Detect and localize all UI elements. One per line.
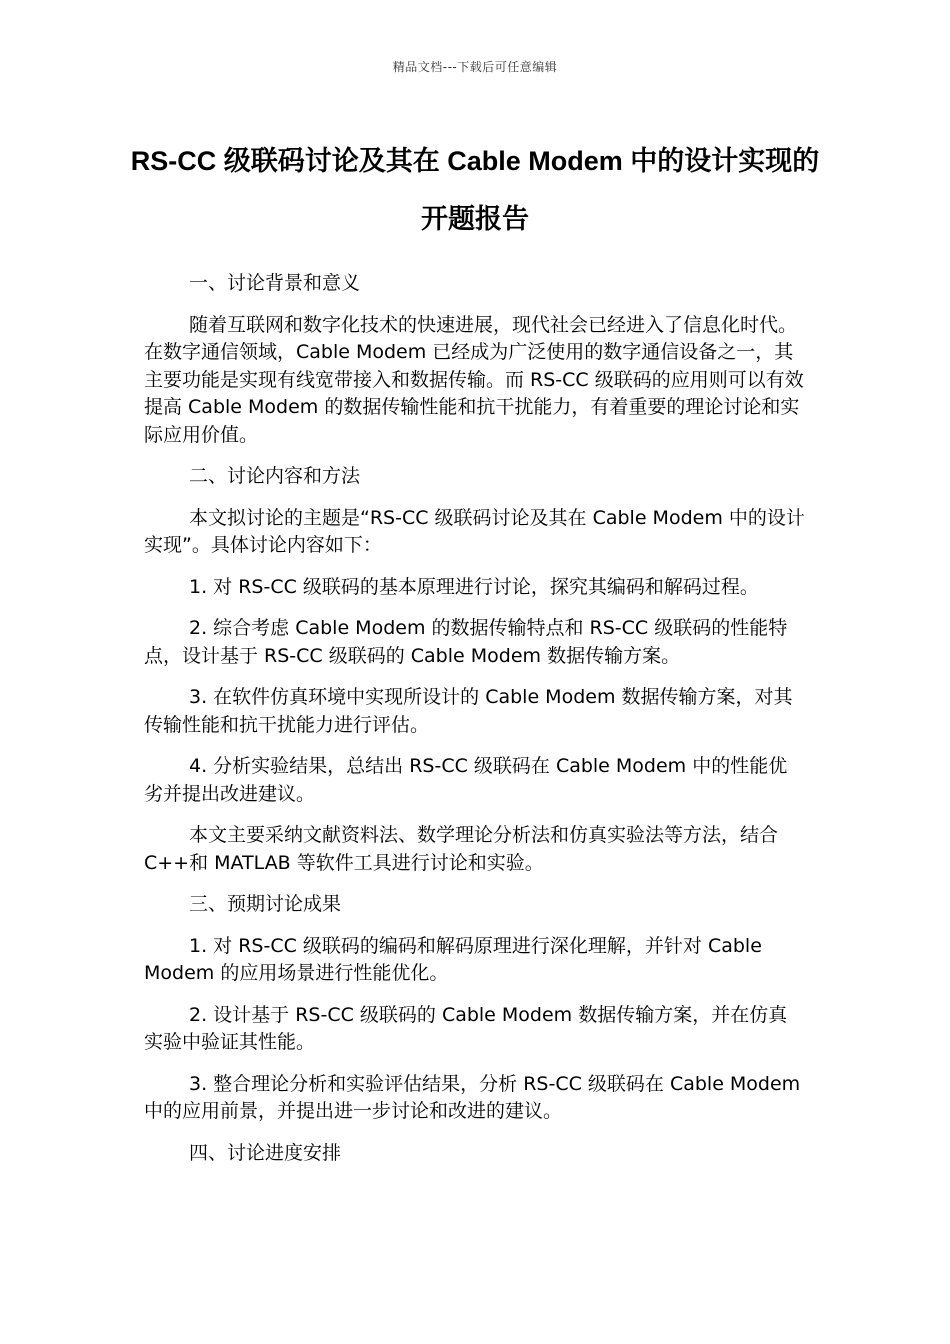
section-heading-background: 一、讨论背景和意义: [189, 272, 361, 294]
list-item-result-1: 1. 对 RS-CC 级联码的编码和解码原理进行深化理解，并针对 Cable Modem 的应用场景进行性能优化。: [144, 934, 762, 984]
list-item-content-1: 1. 对 RS-CC 级联码的基本原理进行讨论，探究其编码和解码过程。: [189, 575, 759, 598]
list-item-content-2: 2. 综合考虑 Cable Modem 的数据传输特点和 RS-CC 级联码的性能特点，设计基于 RS-CC 级联码的 Cable Modem 数据传输方案。: [144, 617, 788, 667]
document-body: [144, 270, 806, 1181]
list-item-result-3: 3. 整合理论分析和实验评估结果，分析 RS-CC 级联码在 Cable Modem 中的应用前景，并提出进一步讨论和改进的建议。: [144, 1072, 801, 1122]
list-item-content-4: 4. 分析实验结果，总结出 RS-CC 级联码在 Cable Modem 中的性能优劣并提出改进建议。: [144, 755, 788, 805]
list-item-content-3: 3. 在软件仿真环境中实现所设计的 Cable Modem 数据传输方案，对其传输性能和抗干扰能力进行评估。: [144, 686, 793, 736]
section-heading-content-methods: 二、讨论内容和方法: [189, 465, 361, 487]
paragraph-background: 随着互联网和数字化技术的快速进展，现代社会已经进入了信息化时代。在数字通信领域，Cable Modem 已经成为广泛使用的数字通信设备之一，其主要功能是实现有线宽带接入和数据传输。而 RS-CC 级联码的应用则可以有效提高 Cable Modem 的数据传输性能和抗干扰能力，有着重要的理论讨论和实际应用价值。: [144, 313, 804, 446]
paragraph-methods: 本文主要采纳文献资料法、数学理论分析法和仿真实验法等方法，结合 C++和 MATLAB 等软件工具进行讨论和实验。: [144, 824, 779, 874]
paragraph-topic: 本文拟讨论的主题是“RS-CC 级联码讨论及其在 Cable Modem 中的设计实现”。具体讨论内容如下：: [144, 506, 805, 556]
document-title: RS-CC 级联码讨论及其在 Cable Modem 中的设计实现的开题报告: [130, 146, 820, 234]
section-heading-expected-results: 三、预期讨论成果: [189, 893, 342, 915]
header-note: 精品文档---下载后可任意编辑: [392, 60, 558, 74]
list-item-result-2: 2. 设计基于 RS-CC 级联码的 Cable Modem 数据传输方案，并在仿真实验中验证其性能。: [144, 1003, 788, 1053]
section-heading-schedule: 四、讨论进度安排: [189, 1141, 342, 1164]
